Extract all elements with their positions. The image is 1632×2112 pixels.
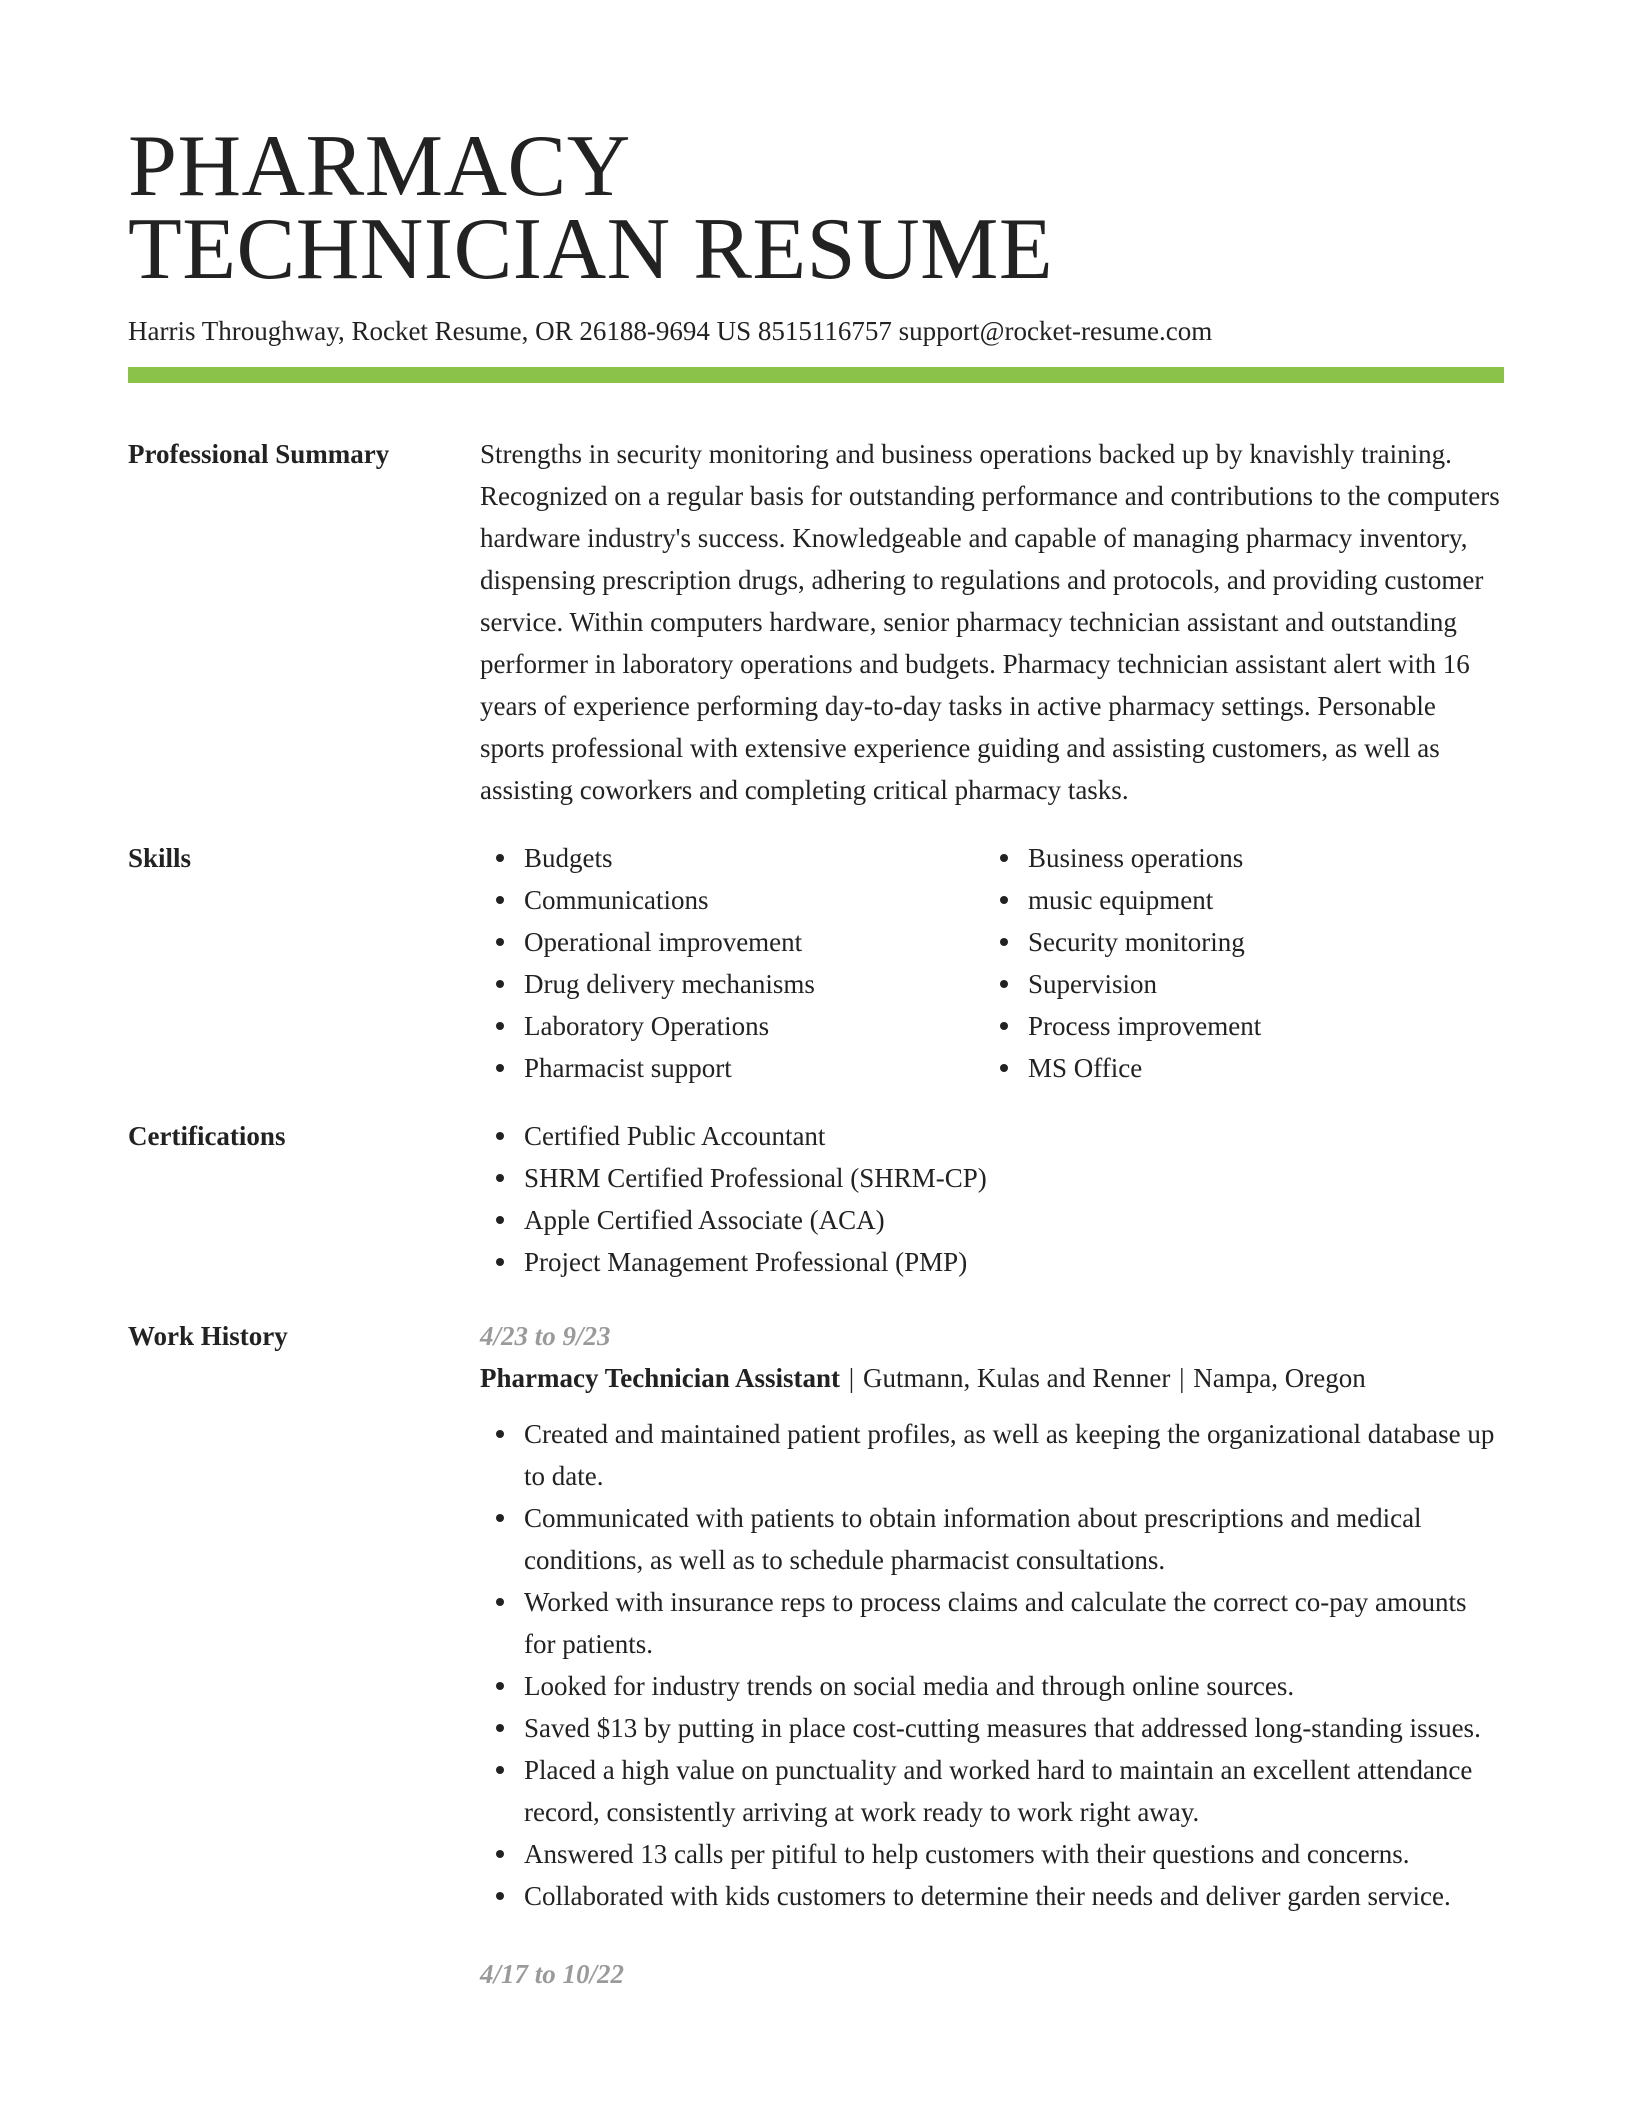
skill-item: Process improvement <box>984 1005 1488 1047</box>
job-separator: | <box>1179 1363 1185 1393</box>
job-location: Nampa, Oregon <box>1193 1363 1366 1393</box>
job-duty-item: Communicated with patients to obtain information about prescriptions and medical conditions, as well as to schedule pharmacist consultations. <box>480 1497 1504 1581</box>
skill-item: Drug delivery mechanisms <box>480 963 984 1005</box>
job-duty-item: Looked for industry trends on social media and through online sources. <box>480 1665 1504 1707</box>
job-header <box>480 1357 1504 1399</box>
job-duty-item: Worked with insurance reps to process claims and calculate the correct co-pay amounts for patients. <box>480 1581 1504 1665</box>
job-duty-item: Collaborated with kids customers to determine their needs and deliver garden service. <box>480 1875 1504 1917</box>
job-dates: 4/17 to 10/22 <box>480 1959 625 1989</box>
work-history-heading: Work History <box>128 1321 288 1351</box>
job-separator: | <box>848 1363 855 1393</box>
job-company: Gutmann, Kulas and Renner <box>862 1363 1171 1393</box>
job-entry <box>480 1953 1504 1995</box>
certifications-section <box>128 1115 1504 1283</box>
certification-item: Apple Certified Associate (ACA) <box>480 1199 1504 1241</box>
skill-item: Security monitoring <box>984 921 1488 963</box>
job-duty-item: Placed a high value on punctuality and worked hard to maintain an excellent attendance record, consistently arriving at work ready to work right away. <box>480 1749 1504 1833</box>
summary-text: Strengths in security monitoring and business operations backed up by knavishly training. Recognized on a regular basis for outstanding performance and contributions to the computers hardware industry's success. Knowledgeable and capable of managing pharmacy inventory, dispensing prescription drugs, adhering to regulations and protocols, and providing customer service. Within computers hardware, senior pharmacy technician assistant and outstanding performer in laboratory operations and budgets. Pharmacy technician assistant alert with 16 years of experience performing day-to-day tasks in active pharmacy settings. Personable sports professional with extensive experience guiding and assisting customers, as well as assisting coworkers and completing critical pharmacy tasks. <box>480 439 1500 805</box>
contact-info: Harris Throughway, Rocket Resume, OR 26188-9694 US 8515116757 support@rocket-resume.com <box>128 316 1213 346</box>
skill-item: Supervision <box>984 963 1488 1005</box>
resume-page <box>128 0 1504 1995</box>
skill-item: MS Office <box>984 1047 1488 1089</box>
accent-divider <box>128 367 1504 383</box>
skills-section <box>128 837 1504 1089</box>
certification-item: Project Management Professional (PMP) <box>480 1241 1504 1283</box>
skill-item: Laboratory Operations <box>480 1005 984 1047</box>
job-entry <box>480 1315 1504 1917</box>
job-duty-item: Answered 13 calls per pitiful to help customers with their questions and concerns. <box>480 1833 1504 1875</box>
skills-list <box>480 837 1504 1089</box>
summary-heading: Professional Summary <box>128 439 390 469</box>
job-duty-item: Saved $13 by putting in place cost-cutting measures that addressed long-standing issues. <box>480 1707 1504 1749</box>
resume-title-line-2: TECHNICIAN RESUME <box>128 201 1054 298</box>
skill-item: Communications <box>480 879 984 921</box>
skills-column-1 <box>480 837 984 1089</box>
certification-item: SHRM Certified Professional (SHRM-CP) <box>480 1157 1504 1199</box>
summary-body <box>480 433 1504 811</box>
resume-title <box>128 0 1504 298</box>
skill-item: music equipment <box>984 879 1488 921</box>
skills-column-2 <box>984 837 1488 1089</box>
skill-item: Pharmacist support <box>480 1047 984 1089</box>
skill-item: Operational improvement <box>480 921 984 963</box>
resume-title-line-1: PHARMACY <box>128 118 631 215</box>
job-duty-item: Created and maintained patient profiles, as well as keeping the organizational database up to date. <box>480 1413 1504 1497</box>
work-history-section <box>128 1315 1504 1995</box>
skill-item: Business operations <box>984 837 1488 879</box>
skills-heading: Skills <box>128 843 192 873</box>
skill-item: Budgets <box>480 837 984 879</box>
job-title: Pharmacy Technician Assistant <box>480 1363 841 1393</box>
certifications-body <box>480 1115 1504 1283</box>
job-duties-list <box>480 1413 1504 1917</box>
work-history-body <box>480 1315 1504 1995</box>
certification-item: Certified Public Accountant <box>480 1115 1504 1157</box>
summary-section <box>128 433 1504 811</box>
certifications-list <box>480 1115 1504 1283</box>
job-dates: 4/23 to 9/23 <box>480 1321 611 1351</box>
certifications-heading: Certifications <box>128 1121 286 1151</box>
